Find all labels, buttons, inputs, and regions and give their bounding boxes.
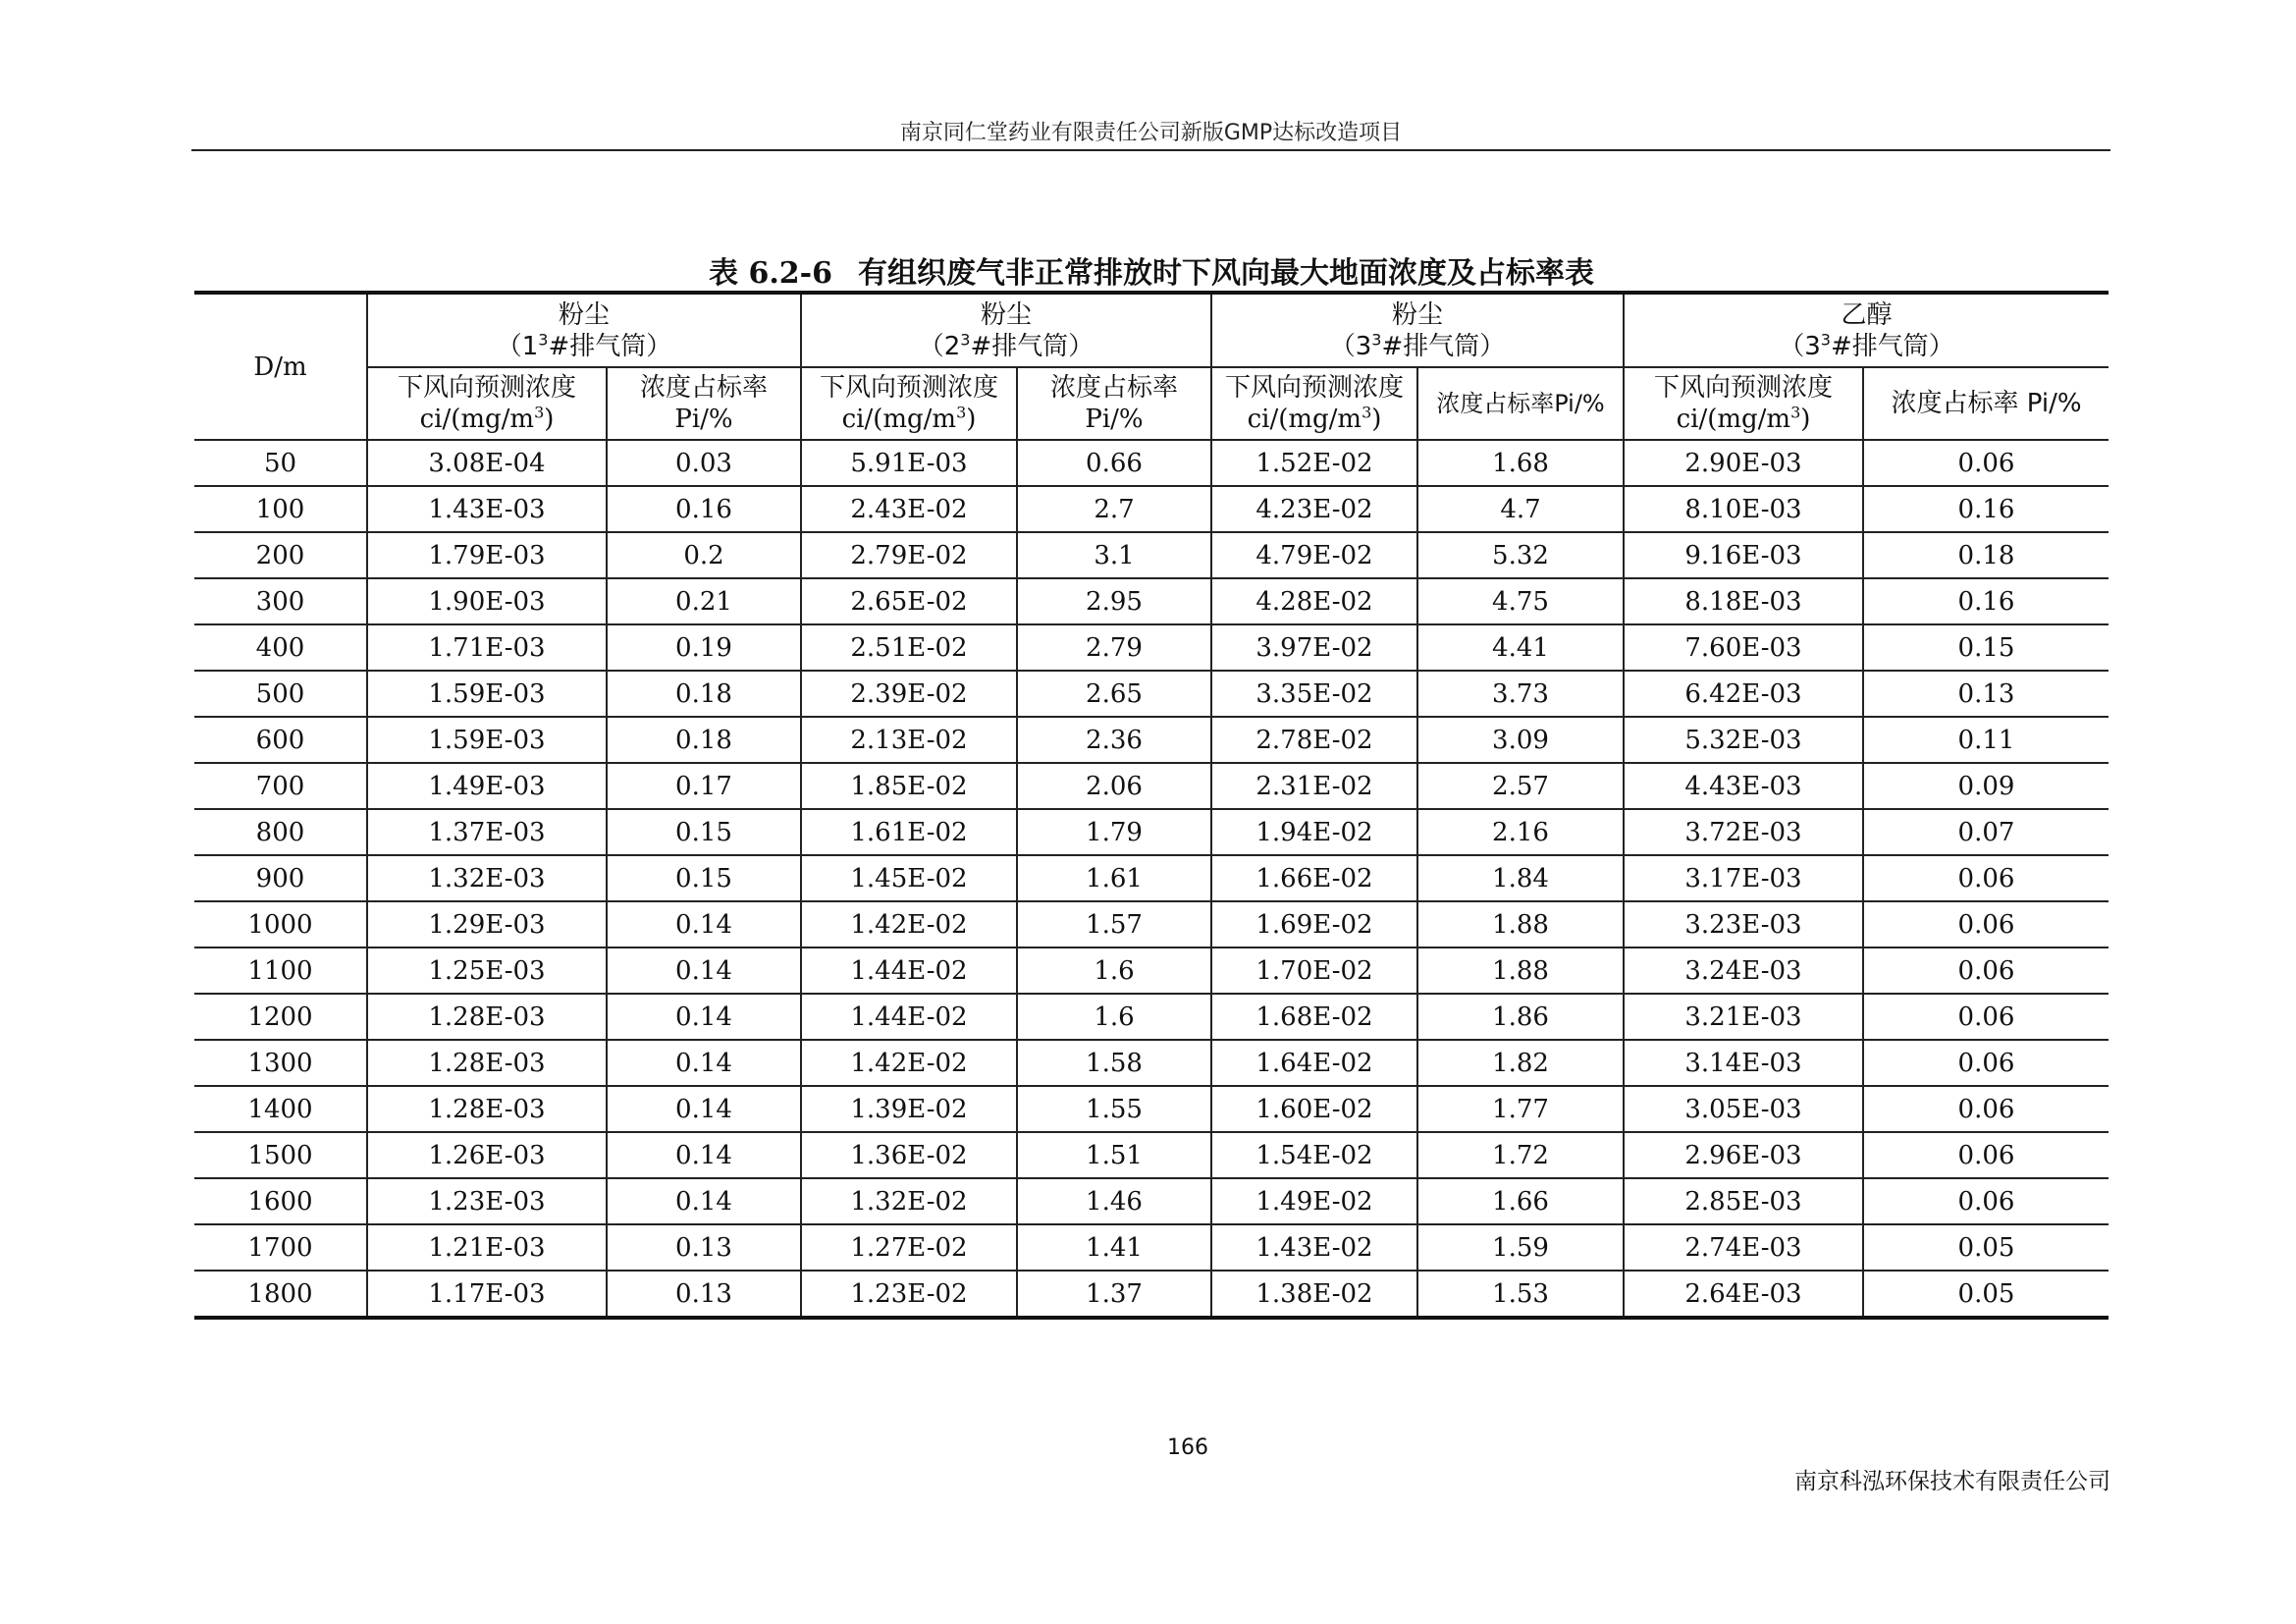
value-cell: 1.57 [1017, 901, 1211, 947]
value-cell: 1.55 [1017, 1086, 1211, 1132]
value-cell: 0.06 [1863, 994, 2109, 1040]
table-row [194, 947, 2109, 994]
value-cell: 1.88 [1417, 947, 1624, 994]
conc-header-4: 下风向预测浓度 $ci/(mg/m^3)$ [1624, 367, 1863, 440]
value-cell: 2.31E-02 [1211, 763, 1417, 809]
value-cell: 1.59E-03 [367, 671, 607, 717]
value-cell: 2.7 [1017, 486, 1211, 532]
ratio-header-3: 浓度占标率Pi/% [1417, 367, 1624, 440]
value-cell: 2.57 [1417, 763, 1624, 809]
value-cell: 0.14 [607, 1086, 801, 1132]
distance-cell: 300 [194, 578, 367, 624]
value-cell: 2.06 [1017, 763, 1211, 809]
value-cell: 1.64E-02 [1211, 1040, 1417, 1086]
value-cell: 1.39E-02 [801, 1086, 1017, 1132]
value-cell: 2.96E-03 [1624, 1132, 1863, 1178]
value-cell: 1.68E-02 [1211, 994, 1417, 1040]
value-cell: 3.21E-03 [1624, 994, 1863, 1040]
distance-cell: 1200 [194, 994, 367, 1040]
value-cell: 0.14 [607, 1132, 801, 1178]
value-cell: 3.72E-03 [1624, 809, 1863, 855]
distance-cell: 500 [194, 671, 367, 717]
value-cell: 2.79E-02 [801, 532, 1017, 578]
value-cell: 0.15 [607, 855, 801, 901]
value-cell: 1.61 [1017, 855, 1211, 901]
value-cell: 2.74E-03 [1624, 1224, 1863, 1271]
group-header-1: 粉尘 （$1^3\#$排气筒） [367, 293, 801, 367]
distance-cell: 1500 [194, 1132, 367, 1178]
table-title [194, 248, 2109, 292]
value-cell: 1.52E-02 [1211, 440, 1417, 486]
value-cell: 1.32E-03 [367, 855, 607, 901]
value-cell: 1.79E-03 [367, 532, 607, 578]
table-row [194, 855, 2109, 901]
value-cell: 1.46 [1017, 1178, 1211, 1224]
group-header-2: 粉尘 （$2^3\#$排气筒） [801, 293, 1211, 367]
value-cell: 1.23E-03 [367, 1178, 607, 1224]
distance-cell: 1000 [194, 901, 367, 947]
value-cell: 1.79 [1017, 809, 1211, 855]
value-cell: 0.13 [607, 1224, 801, 1271]
value-cell: 2.13E-02 [801, 717, 1017, 763]
value-cell: 0.06 [1863, 1086, 2109, 1132]
distance-cell: 50 [194, 440, 367, 486]
value-cell: 0.66 [1017, 440, 1211, 486]
table-row [194, 671, 2109, 717]
value-cell: 4.75 [1417, 578, 1624, 624]
value-cell: 9.16E-03 [1624, 532, 1863, 578]
value-cell: 1.70E-02 [1211, 947, 1417, 994]
table-title-text: 有组织废气非正常排放时下风向最大地面浓度及占标率表 [857, 256, 1594, 291]
value-cell: 0.03 [607, 440, 801, 486]
value-cell: 1.23E-02 [801, 1271, 1017, 1318]
value-cell: 4.23E-02 [1211, 486, 1417, 532]
value-cell: 1.54E-02 [1211, 1132, 1417, 1178]
value-cell: 1.68 [1417, 440, 1624, 486]
page-number: 166 [1167, 1435, 1208, 1460]
value-cell: 2.79 [1017, 624, 1211, 671]
distance-cell: 1100 [194, 947, 367, 994]
value-cell: 3.35E-02 [1211, 671, 1417, 717]
value-cell: 1.84 [1417, 855, 1624, 901]
value-cell: 1.44E-02 [801, 947, 1017, 994]
value-cell: 1.29E-03 [367, 901, 607, 947]
value-cell: 2.16 [1417, 809, 1624, 855]
value-cell: 0.06 [1863, 1132, 2109, 1178]
value-cell: 3.1 [1017, 532, 1211, 578]
value-cell: 1.69E-02 [1211, 901, 1417, 947]
value-cell: 1.6 [1017, 994, 1211, 1040]
value-cell: 1.45E-02 [801, 855, 1017, 901]
value-cell: 0.09 [1863, 763, 2109, 809]
distance-cell: 600 [194, 717, 367, 763]
value-cell: 4.41 [1417, 624, 1624, 671]
value-cell: 2.36 [1017, 717, 1211, 763]
value-cell: 1.53 [1417, 1271, 1624, 1318]
value-cell: 1.85E-02 [801, 763, 1017, 809]
value-cell: 1.58 [1017, 1040, 1211, 1086]
value-cell: 1.66E-02 [1211, 855, 1417, 901]
value-cell: 1.43E-02 [1211, 1224, 1417, 1271]
value-cell: 2.85E-03 [1624, 1178, 1863, 1224]
table-row [194, 994, 2109, 1040]
value-cell: 1.27E-02 [801, 1224, 1017, 1271]
value-cell: 0.14 [607, 1178, 801, 1224]
value-cell: 1.43E-03 [367, 486, 607, 532]
value-cell: 0.11 [1863, 717, 2109, 763]
value-cell: 8.18E-03 [1624, 578, 1863, 624]
value-cell: 5.32 [1417, 532, 1624, 578]
value-cell: 0.06 [1863, 440, 2109, 486]
table-row [194, 809, 2109, 855]
distance-cell: 800 [194, 809, 367, 855]
value-cell: 3.17E-03 [1624, 855, 1863, 901]
value-cell: 1.59 [1417, 1224, 1624, 1271]
header-rule [191, 149, 2110, 151]
value-cell: 1.36E-02 [801, 1132, 1017, 1178]
distance-cell: 1300 [194, 1040, 367, 1086]
value-cell: 0.16 [1863, 486, 2109, 532]
table-row [194, 717, 2109, 763]
value-cell: 1.28E-03 [367, 1086, 607, 1132]
value-cell: 1.77 [1417, 1086, 1624, 1132]
group-header-3: 粉尘 （$3^3\#$排气筒） [1211, 293, 1624, 367]
page-header-title: 南京同仁堂药业有限责任公司新版GMP达标改造项目 [899, 121, 1403, 145]
value-cell: 1.49E-03 [367, 763, 607, 809]
distance-cell: 1600 [194, 1178, 367, 1224]
value-cell: 1.94E-02 [1211, 809, 1417, 855]
value-cell: 0.14 [607, 901, 801, 947]
value-cell: 1.28E-03 [367, 1040, 607, 1086]
value-cell: 0.06 [1863, 1040, 2109, 1086]
table-row [194, 1040, 2109, 1086]
value-cell: 0.06 [1863, 855, 2109, 901]
distance-cell: 100 [194, 486, 367, 532]
value-cell: 8.10E-03 [1624, 486, 1863, 532]
distance-cell: 1400 [194, 1086, 367, 1132]
value-cell: 0.13 [1863, 671, 2109, 717]
value-cell: 1.6 [1017, 947, 1211, 994]
value-cell: 0.17 [607, 763, 801, 809]
group-header-4: 乙醇 （$3^3\#$排气筒） [1624, 293, 2109, 367]
value-cell: 1.32E-02 [801, 1178, 1017, 1224]
conc-header-2: 下风向预测浓度 $ci/(mg/m^3)$ [801, 367, 1017, 440]
value-cell: 0.16 [607, 486, 801, 532]
value-cell: 1.61E-02 [801, 809, 1017, 855]
value-cell: 2.78E-02 [1211, 717, 1417, 763]
distance-header: D/m [194, 293, 367, 440]
table-row [194, 901, 2109, 947]
value-cell: 6.42E-03 [1624, 671, 1863, 717]
value-cell: 0.05 [1863, 1271, 2109, 1318]
value-cell: 2.65 [1017, 671, 1211, 717]
value-cell: 2.43E-02 [801, 486, 1017, 532]
value-cell: 0.18 [607, 671, 801, 717]
value-cell: 3.08E-04 [367, 440, 607, 486]
distance-cell: 1800 [194, 1271, 367, 1318]
value-cell: 1.28E-03 [367, 994, 607, 1040]
value-cell: 3.97E-02 [1211, 624, 1417, 671]
value-cell: 3.14E-03 [1624, 1040, 1863, 1086]
value-cell: 1.37 [1017, 1271, 1211, 1318]
distance-cell: 900 [194, 855, 367, 901]
table-row [194, 1086, 2109, 1132]
value-cell: 4.28E-02 [1211, 578, 1417, 624]
value-cell: 0.07 [1863, 809, 2109, 855]
value-cell: 2.64E-03 [1624, 1271, 1863, 1318]
value-cell: 0.15 [1863, 624, 2109, 671]
value-cell: 1.25E-03 [367, 947, 607, 994]
value-cell: 0.21 [607, 578, 801, 624]
value-cell: 1.41 [1017, 1224, 1211, 1271]
value-cell: 1.88 [1417, 901, 1624, 947]
value-cell: 4.43E-03 [1624, 763, 1863, 809]
value-cell: 1.49E-02 [1211, 1178, 1417, 1224]
value-cell: 1.44E-02 [801, 994, 1017, 1040]
ratio-header-1: 浓度占标率 Pi/% [607, 367, 801, 440]
value-cell: 2.95 [1017, 578, 1211, 624]
value-cell: 1.42E-02 [801, 1040, 1017, 1086]
value-cell: 3.23E-03 [1624, 901, 1863, 947]
value-cell: 0.18 [607, 717, 801, 763]
value-cell: 1.51 [1017, 1132, 1211, 1178]
table-row [194, 532, 2109, 578]
table-row [194, 1224, 2109, 1271]
value-cell: 0.13 [607, 1271, 801, 1318]
value-cell: 3.73 [1417, 671, 1624, 717]
value-cell: 0.16 [1863, 578, 2109, 624]
value-cell: 3.09 [1417, 717, 1624, 763]
value-cell: 1.26E-03 [367, 1132, 607, 1178]
table-row [194, 486, 2109, 532]
value-cell: 0.06 [1863, 947, 2109, 994]
value-cell: 1.21E-03 [367, 1224, 607, 1271]
table-row [194, 763, 2109, 809]
distance-cell: 400 [194, 624, 367, 671]
conc-header-1: 下风向预测浓度 $ci/(mg/m^3)$ [367, 367, 607, 440]
value-cell: 1.90E-03 [367, 578, 607, 624]
value-cell: 3.24E-03 [1624, 947, 1863, 994]
value-cell: 0.19 [607, 624, 801, 671]
value-cell: 5.32E-03 [1624, 717, 1863, 763]
value-cell: 0.14 [607, 947, 801, 994]
value-cell: 1.71E-03 [367, 624, 607, 671]
value-cell: 1.60E-02 [1211, 1086, 1417, 1132]
value-cell: 1.59E-03 [367, 717, 607, 763]
value-cell: 4.79E-02 [1211, 532, 1417, 578]
table-row [194, 624, 2109, 671]
value-cell: 2.90E-03 [1624, 440, 1863, 486]
table-row [194, 1132, 2109, 1178]
distance-cell: 200 [194, 532, 367, 578]
value-cell: 1.82 [1417, 1040, 1624, 1086]
value-cell: 0.14 [607, 994, 801, 1040]
distance-cell: 1700 [194, 1224, 367, 1271]
distance-cell: 700 [194, 763, 367, 809]
value-cell: 2.39E-02 [801, 671, 1017, 717]
table-row [194, 1178, 2109, 1224]
value-cell: 0.05 [1863, 1224, 2109, 1271]
value-cell: 0.14 [607, 1040, 801, 1086]
conc-header-3: 下风向预测浓度 $ci/(mg/m^3)$ [1211, 367, 1417, 440]
table-row [194, 440, 2109, 486]
value-cell: 4.7 [1417, 486, 1624, 532]
value-cell: 0.06 [1863, 901, 2109, 947]
value-cell: 0.15 [607, 809, 801, 855]
value-cell: 1.66 [1417, 1178, 1624, 1224]
table-title-number: 表 6.2-6 [709, 256, 832, 291]
value-cell: 1.17E-03 [367, 1271, 607, 1318]
value-cell: 7.60E-03 [1624, 624, 1863, 671]
table-body [194, 440, 2109, 1318]
value-cell: 2.51E-02 [801, 624, 1017, 671]
value-cell: 0.2 [607, 532, 801, 578]
value-cell: 1.42E-02 [801, 901, 1017, 947]
value-cell: 1.86 [1417, 994, 1624, 1040]
value-cell: 1.38E-02 [1211, 1271, 1417, 1318]
ratio-header-2: 浓度占标率 Pi/% [1017, 367, 1211, 440]
page-footer-company: 南京科泓环保技术有限责任公司 [1794, 1469, 2110, 1494]
value-cell: 5.91E-03 [801, 440, 1017, 486]
table-row [194, 1271, 2109, 1318]
value-cell: 0.06 [1863, 1178, 2109, 1224]
value-cell: 3.05E-03 [1624, 1086, 1863, 1132]
value-cell: 2.65E-02 [801, 578, 1017, 624]
ratio-header-4: 浓度占标率 Pi/% [1863, 367, 2109, 440]
table-row [194, 578, 2109, 624]
value-cell: 0.18 [1863, 532, 2109, 578]
value-cell: 1.72 [1417, 1132, 1624, 1178]
concentration-table [194, 291, 2109, 1320]
value-cell: 1.37E-03 [367, 809, 607, 855]
